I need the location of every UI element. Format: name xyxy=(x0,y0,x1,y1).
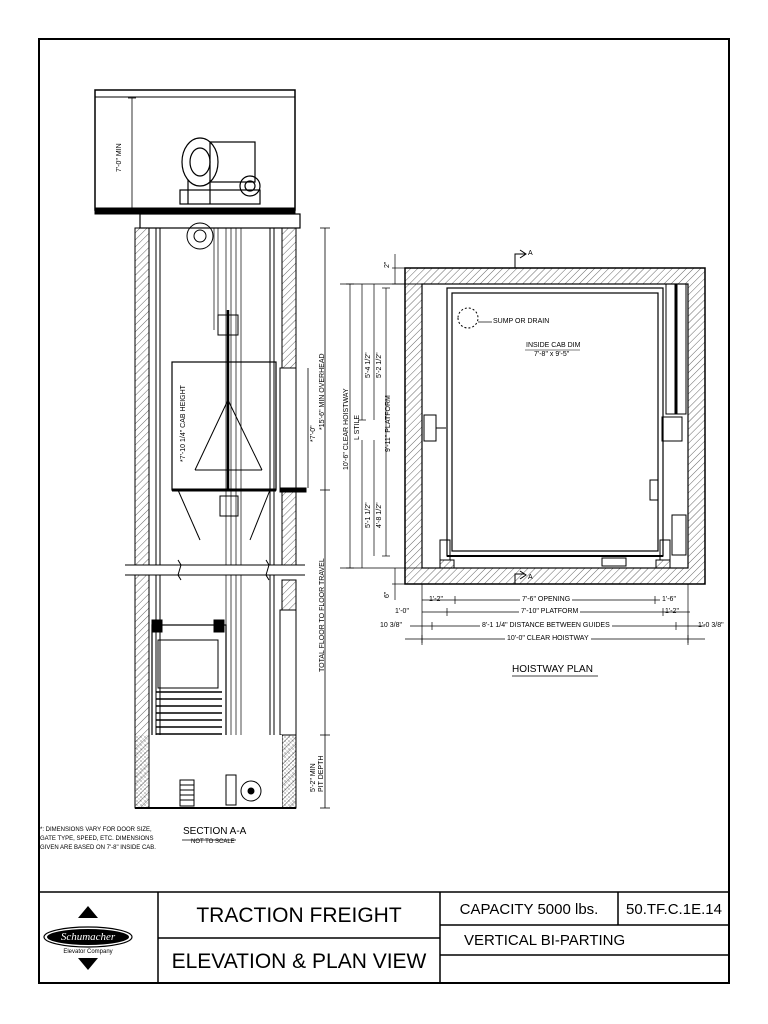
top-gap-label: 2" xyxy=(384,261,391,268)
travel-label: TOTAL FLOOR TO FLOOR TRAVEL xyxy=(319,558,326,672)
left-1-0-label: 1'-0" xyxy=(395,608,409,615)
hoistway-walls xyxy=(405,268,705,584)
clear-hoistway-label: 10'-0" CLEAR HOISTWAY xyxy=(507,635,589,642)
clear-hoistway-vertical-label: 10'-6" CLEAR HOISTWAY xyxy=(343,388,350,470)
drawing-number: 50.TF.C.1E.14 xyxy=(626,900,722,918)
section-marker-top: A xyxy=(528,250,533,257)
machine-room-min-label: 7'-0" MIN xyxy=(116,143,123,172)
inside-cab-dim-title: INSIDE CAB DIM xyxy=(526,342,581,349)
cab-height-label: *7'-10 1/4" CAB HEIGHT xyxy=(180,385,187,462)
stile-label: L STILE xyxy=(354,414,361,440)
inside-cab xyxy=(452,293,658,551)
left-10-3-8-label: 10 3/8" xyxy=(380,622,402,629)
drawing-title-line2: ELEVATION & PLAN VIEW xyxy=(171,950,427,973)
sump-label: SUMP OR DRAIN xyxy=(493,318,550,325)
capacity-label: CAPACITY 5000 lbs. xyxy=(459,900,599,918)
pit-depth-label-1: 5'-2" MIN xyxy=(310,763,317,792)
dimension-note-1: *: DIMENSIONS VARY FOR DOOR SIZE, xyxy=(40,827,152,833)
overhead-min-label: *15'-6" MIN OVERHEAD xyxy=(319,353,326,430)
opening-label: 7'-6" OPENING xyxy=(522,596,571,603)
dimension-note-2: GATE TYPE, SPEED, ETC. DIMENSIONS xyxy=(40,836,154,842)
platform-label: 7'-10" PLATFORM xyxy=(521,608,579,615)
drawing-title-line1: TRACTION FREIGHT xyxy=(196,904,402,927)
company-subtitle: Elevator Company xyxy=(63,949,113,955)
hoistway-plan-title: HOISTWAY PLAN xyxy=(512,664,593,675)
right-1-2-label: 1'-2" xyxy=(665,608,679,615)
bottom-gap-label: 6" xyxy=(384,591,391,598)
dim-5-4-label: 5'-4 1/2" xyxy=(365,352,372,378)
hoistway-right-wall xyxy=(282,228,296,368)
hoistway-left-wall xyxy=(135,228,149,808)
dimension-note-3: GIVEN ARE BASED ON 7'-8" INSIDE CAB. xyxy=(40,845,156,851)
company-name: Schumacher xyxy=(60,931,116,943)
door-type-label: VERTICAL BI-PARTING xyxy=(464,932,626,949)
platform-vertical-label: 9'-11" PLATFORM xyxy=(385,395,392,452)
dim-4-8-label: 4'-8 1/2" xyxy=(376,502,383,528)
pit-depth-label-2: PIT DEPTH xyxy=(318,755,325,792)
car-platform xyxy=(447,288,663,556)
elevation-section xyxy=(95,90,330,840)
section-marker-bottom: A xyxy=(528,574,533,581)
right-1-0-3-8-label: 1'-0 3/8" xyxy=(698,622,724,629)
right-1-6-label: 1'-6" xyxy=(662,596,676,603)
door-height-label: *7'-0" xyxy=(310,425,317,442)
guides-label: 8'-1 1/4" DISTANCE BETWEEN GUIDES xyxy=(482,622,610,629)
dim-5-2-label: 5'-2 1/2" xyxy=(376,352,383,378)
sump-or-drain xyxy=(458,308,478,328)
dim-5-1-label: 5'-1 1/2" xyxy=(365,502,372,528)
left-1-2-label: 1'-2" xyxy=(429,596,443,603)
inside-cab-dim-value: 7'-8" x 9'-5" xyxy=(534,351,570,358)
deflector-sheave xyxy=(187,223,213,249)
traction-machine xyxy=(180,138,260,204)
section-title: SECTION A-A xyxy=(183,826,247,837)
machine-room-floor xyxy=(95,208,295,214)
section-subtitle: NOT TO SCALE xyxy=(191,839,235,845)
